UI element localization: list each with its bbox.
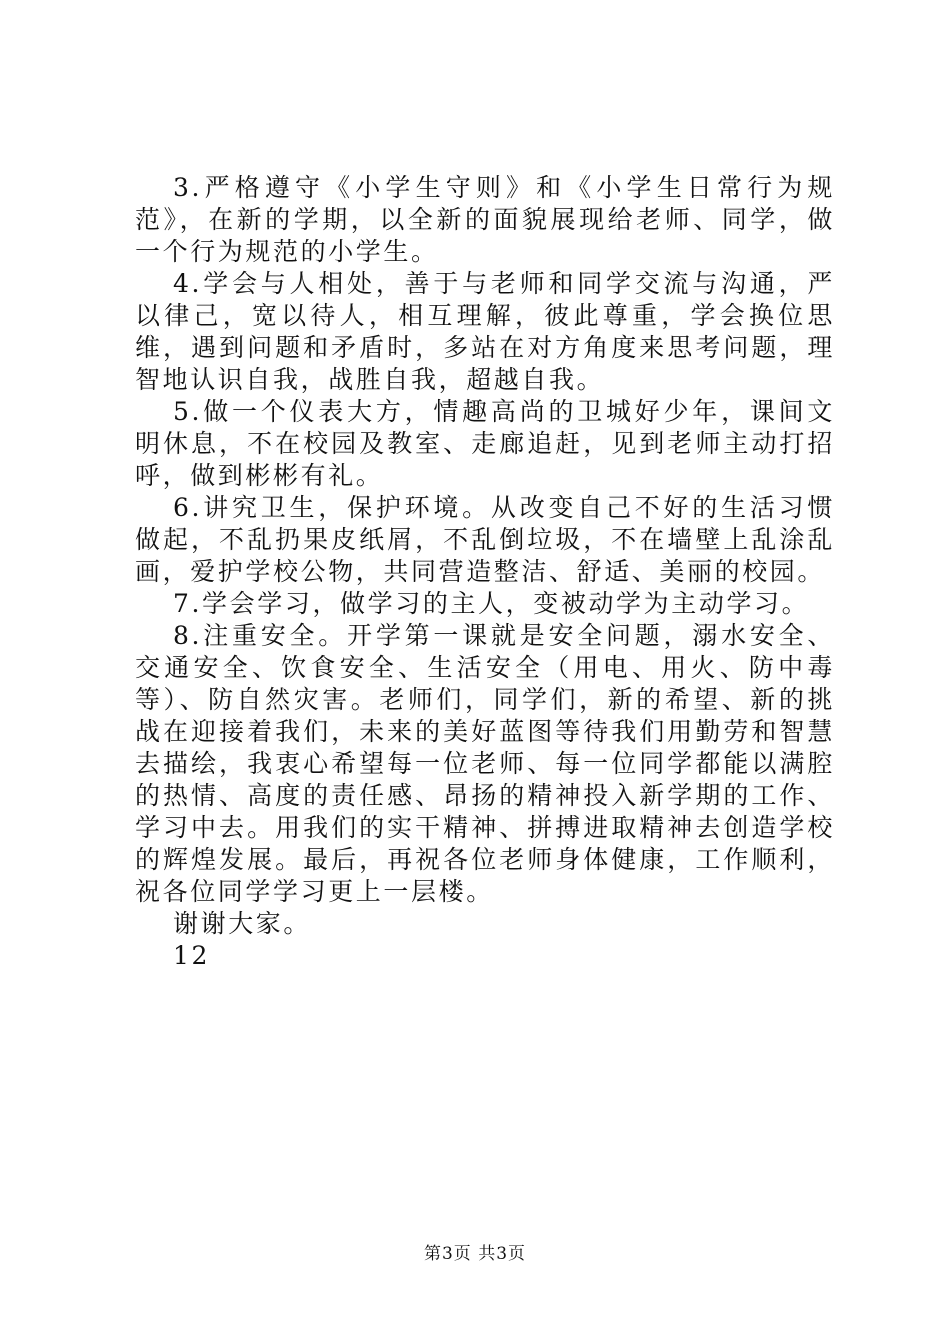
paragraph-7: 7.学会学习，做学习的主人，变被动学为主动学习。: [173, 589, 810, 618]
document-body: [135, 172, 835, 972]
paragraph-8: 8.注重安全。开学第一课就是安全问题，溺水安全、交通安全、饮食安全、生活安全（用电、用火、防中毒等）、防自然灾害。老师们，同学们，新的希望、新的挑战在迎接着我们，未来的美好蓝图等待我们用勤劳和智慧去描绘，我衷心希望每一位老师、每一位同学都能以满腔的热情、高度的责任感、昂扬的精神投入新学期的工作、学习中去。用我们的实干精神、拼搏进取精神去创造学校的辉煌发展。最后，再祝各位老师身体健康，工作顺利，祝各位同学学习更上一层楼。: [135, 621, 835, 906]
paragraph-3: 3.严格遵守《小学生守则》和《小学生日常行为规范》，在新的学期，以全新的面貌展现给老师、同学，做一个行为规范的小学生。: [135, 173, 835, 266]
trailing-number: 12: [173, 941, 211, 970]
page-footer: [0, 1243, 950, 1265]
paragraph-5: 5.做一个仪表大方，情趣高尚的卫城好少年，课间文明休息，不在校园及教室、走廊追赶，见到老师主动打招呼，做到彬彬有礼。: [135, 397, 835, 490]
closing-thanks: 谢谢大家。: [173, 909, 312, 938]
page-number-label: 第3页 共3页: [423, 1244, 527, 1264]
paragraph-6: 6.讲究卫生，保护环境。从改变自己不好的生活习惯做起，不乱扔果皮纸屑，不乱倒垃圾，不在墙壁上乱涂乱画，爱护学校公物，共同营造整洁、舒适、美丽的校园。: [135, 493, 835, 586]
paragraph-4: 4.学会与人相处，善于与老师和同学交流与沟通，严以律己，宽以待人，相互理解，彼此尊重，学会换位思维，遇到问题和矛盾时，多站在对方角度来思考问题，理智地认识自我，战胜自我，超越自我。: [135, 269, 835, 394]
